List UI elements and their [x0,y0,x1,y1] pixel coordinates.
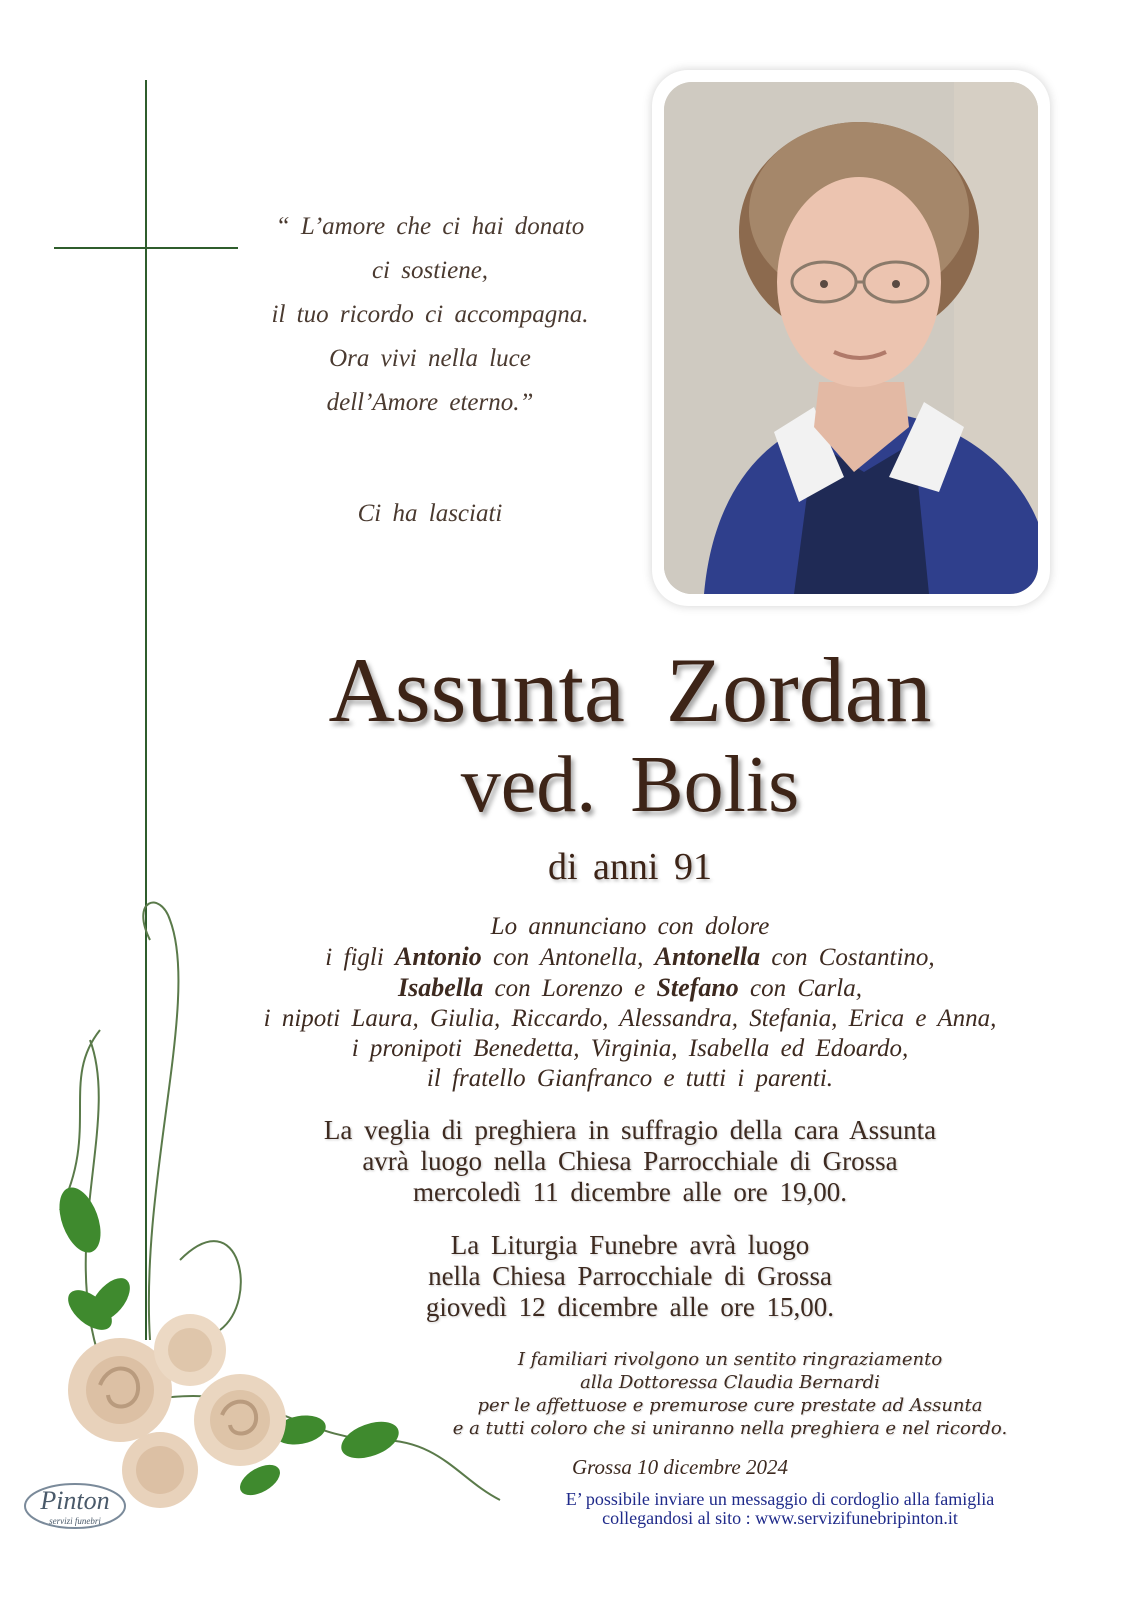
thanks-line: alla Dottoressa Claudia Bernardi [580,1372,880,1393]
deceased-name [230,640,1030,830]
announcement-line: i pronipoti Benedetta, Virginia, Isabella ed Edoardo, [351,1035,909,1062]
logo-name: Pinton [40,1486,110,1515]
left-message: Ci ha lasciati [357,500,503,527]
name-bold: Stefano [656,973,739,1002]
text-span: con Antonella, [481,944,655,971]
leaf-icon [51,1182,108,1258]
quote-line: Ora vivi nella luce [329,345,531,372]
thanks-line: e a tutti coloro che si uniranno nella preghiera e nel ricordo. [452,1418,1008,1439]
vigil-line: La veglia di preghiera in suffragio della cara Assunta [323,1115,937,1145]
funeral-line: nella Chiesa Parrocchiale di Grossa [428,1261,832,1291]
announcement-line: Lo annunciano con dolore [490,913,770,940]
rose-decoration [0,880,520,1540]
funeral-line: La Liturgia Funebre avrà luogo [450,1230,810,1260]
rose-icon [194,1374,286,1466]
rose-icon [154,1314,226,1386]
condolence-contact [500,1490,1060,1528]
rose-icon [122,1432,198,1508]
vigil-line: mercoledì 11 dicembre alle ore 19,00. [412,1177,848,1207]
leaf-icon [336,1415,403,1466]
memorial-quote [250,205,610,425]
announcement-line: i nipoti Laura, Giulia, Riccardo, Alessandra, Stefania, Erica e Anna, [263,1005,997,1032]
quote-line: dell’Amore eterno.” [326,389,534,416]
pinton-logo [20,1478,130,1536]
text-span: i figli [325,944,396,971]
vigil-line: avrà luogo nella Chiesa Parrocchiale di Grossa [362,1146,898,1176]
funeral-line: giovedì 12 dicembre alle ore 15,00. [425,1292,835,1322]
quote-line: ci sostiene, [371,257,489,284]
name-line-1: Assunta Zordan [328,639,932,741]
name-bold: Antonio [395,942,482,971]
name-bold: Isabella [397,973,484,1002]
text-span: con Lorenzo e [483,975,657,1002]
portrait-illustration [664,82,1038,594]
quote-line: “ L’amore che ci hai donato [275,213,585,240]
announcement-line: il fratello Gianfranco e tutti i parenti. [426,1065,834,1092]
text-span: con Costantino, [760,944,935,971]
thanks-line: per le affettuose e premurose cure prestate ad Assunta [477,1395,983,1416]
contact-line: E’ possibile inviare un messaggio di cordoglio alla famiglia [565,1489,995,1509]
portrait-photo [664,82,1038,594]
cross-horizontal [54,247,238,249]
logo-tagline: servizi funebri [49,1516,101,1526]
contact-link[interactable]: collegandosi al sito : www.servizifunebripinton.it [602,1508,958,1528]
name-line-2: ved. Bolis [460,741,800,829]
age: di anni 91 [548,846,712,888]
quote-line: il tuo ricordo ci accompagna. [271,301,589,328]
name-bold: Antonella [654,942,761,971]
portrait-frame [652,70,1050,606]
notice-date: Grossa 10 dicembre 2024 [571,1455,788,1479]
thanks-line: I familiari rivolgono un sentito ringraziamento [517,1349,943,1370]
text-span: con Carla, [738,975,862,1002]
